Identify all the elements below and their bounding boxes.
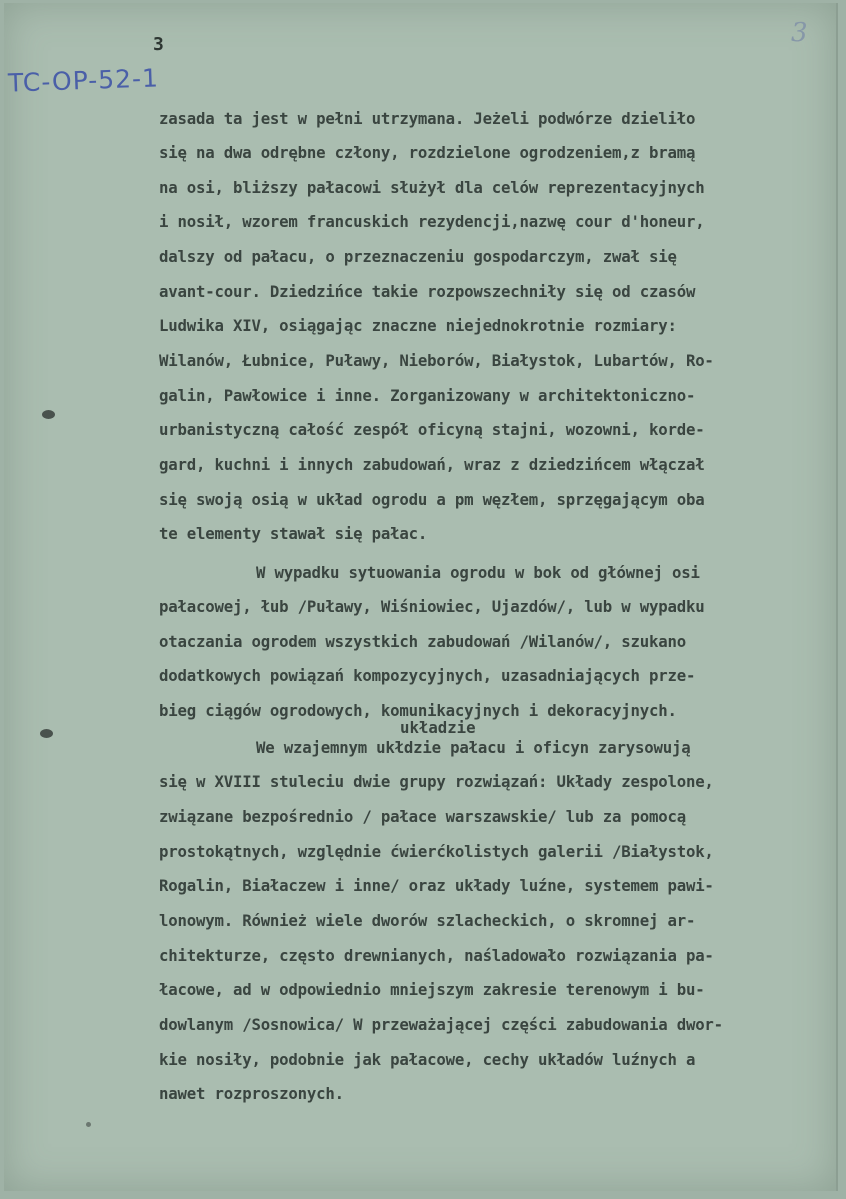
text-line: się na dwa odrębne człony, rozdzielone ogrodzeniem,z bramą: [159, 143, 696, 162]
paper-speck: [86, 1122, 91, 1127]
text-line: chitekturze, często drewnianych, naśladowało rozwiązania pa-: [159, 946, 714, 965]
text-line: W wypadku sytuowania ogrodu w bok od głównej osi: [256, 563, 700, 582]
text-line: gard, kuchni i innych zabudowań, wraz z dziedzińcem włączał: [159, 455, 705, 474]
page-number: 3: [153, 34, 164, 55]
text-line: dalszy od pałacu, o przeznaczeniu gospodarczym, zwał się: [159, 247, 677, 266]
text-line: Wilanów, Łubnice, Puławy, Nieborów, Białystok, Lubartów, Ro-: [159, 351, 714, 370]
text-line: zasada ta jest w pełni utrzymana. Jeżeli podwórze dzieliło: [159, 109, 696, 128]
text-line: związane bezpośrednio / pałace warszawskie/ lub za pomocą: [159, 807, 686, 826]
text-line: avant-cour. Dziedzińce takie rozpowszechniły się od czasów: [159, 282, 696, 301]
text-line: nawet rozproszonych.: [159, 1084, 344, 1103]
punch-hole: [42, 410, 55, 419]
text-line: Rogalin, Białaczew i inne/ oraz układy luźne, systemem pawi-: [159, 876, 714, 895]
pencil-page-number: 3: [791, 18, 808, 48]
text-line: kie nosiły, podobnie jak pałacowe, cechy układów luźnych a: [159, 1050, 696, 1069]
text-line: na osi, bliższy pałacowi służył dla celów reprezentacyjnych: [159, 178, 705, 197]
text-line: bieg ciągów ogrodowych, komunikacyjnych i dekoracyjnych.: [159, 701, 677, 720]
punch-hole: [40, 729, 53, 738]
text-line: We wzajemnym ukłdzie pałacu i oficyn zarysowują: [256, 738, 691, 757]
text-line: prostokątnych, względnie ćwierćkolistych galerii /Białystok,: [159, 842, 714, 861]
interlinear-correction: układzie: [400, 718, 476, 737]
text-line: galin, Pawłowice i inne. Zorganizowany w architektoniczno-: [159, 386, 696, 405]
text-line: pałacowej, łub /Puławy, Wiśniowiec, Ujazdów/, lub w wypadku: [159, 597, 705, 616]
text-line: urbanistyczną całość zespół oficyną stajni, wozowni, korde-: [159, 420, 705, 439]
text-line: się swoją osią w układ ogrodu a pm węzłem, sprzęgającym oba: [159, 490, 705, 509]
text-line: Ludwika XIV, osiągając znaczne niejednokrotnie rozmiary:: [159, 316, 677, 335]
text-line: otaczania ogrodem wszystkich zabudowań /Wilanów/, szukano: [159, 632, 686, 651]
text-line: te elementy stawał się pałac.: [159, 524, 428, 543]
text-line: lonowym. Również wiele dworów szlacheckich, o skromnej ar-: [159, 911, 696, 930]
text-line: i nosił, wzorem francuskich rezydencji,nazwę cour d'honeur,: [159, 212, 705, 231]
text-line: łacowe, ad w odpowiednio mniejszym zakresie terenowym i bu-: [159, 980, 705, 999]
text-line: dodatkowych powiązań kompozycyjnych, uzasadniających prze-: [159, 666, 696, 685]
text-line: się w XVIII stuleciu dwie grupy rozwiązań: Układy zespolone,: [159, 772, 714, 791]
archive-code: TC-OP-52-1: [7, 63, 160, 98]
text-line: dowlanym /Sosnowica/ W przeważającej części zabudowania dwor-: [159, 1015, 723, 1034]
